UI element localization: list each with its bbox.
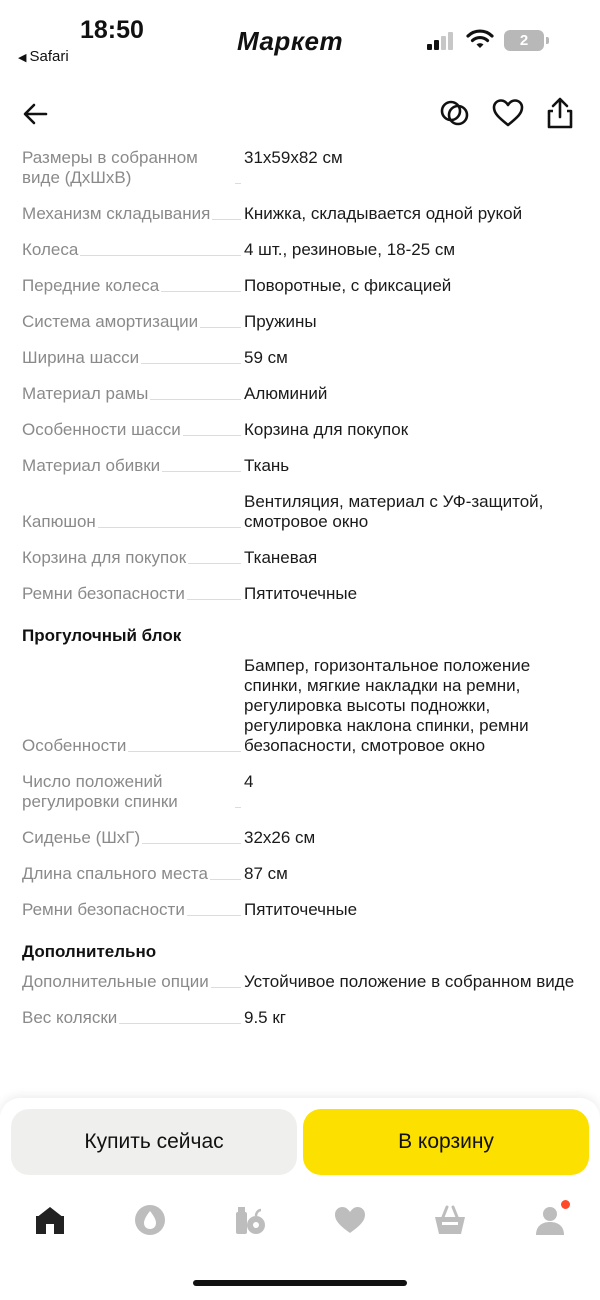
spec-value: Книжка, складывается одной рукой — [244, 204, 523, 223]
status-time: 18:50 — [80, 16, 144, 44]
back-to-app-link[interactable] — [18, 48, 69, 65]
leader-line — [235, 183, 241, 184]
spec-label: Ремни безопасности — [22, 584, 185, 603]
spec-row — [22, 972, 578, 992]
leader-line — [210, 879, 241, 880]
leader-line — [119, 1023, 241, 1024]
section-title-stroll: Прогулочный блок — [22, 626, 182, 645]
extra-specs — [22, 972, 578, 1028]
spec-label: Механизм складывания — [22, 204, 211, 223]
spec-label: Особенности шасси — [22, 420, 181, 439]
leader-line — [80, 255, 241, 256]
spec-label-wrap — [22, 772, 244, 812]
add-to-cart-button[interactable]: В корзину — [303, 1109, 589, 1175]
spec-value: Пятиточечные — [244, 900, 358, 919]
back-app-label: Safari — [29, 48, 69, 65]
tab-home[interactable] — [28, 1198, 72, 1242]
leader-line — [183, 435, 241, 436]
leader-line — [200, 327, 241, 328]
spec-label: Ремни безопасности — [22, 900, 185, 919]
share-icon[interactable] — [543, 96, 577, 130]
spec-value: 9.5 кг — [244, 1008, 286, 1027]
leader-line — [141, 363, 241, 364]
leader-line — [187, 915, 241, 916]
battery-indicator: 2 — [504, 30, 544, 51]
spec-value: Пружины — [244, 312, 317, 331]
spec-row — [22, 548, 578, 568]
spec-value: Бампер, горизонтальное положение спинки, мягкие накладки на ремни, регулировка высоты подножки, регулировка наклона спинки, ремни безопасности, смотровое окно — [244, 656, 531, 755]
spec-value: Поворотные, с фиксацией — [244, 276, 452, 295]
spec-row — [22, 420, 578, 440]
back-triangle-icon: ◀ — [18, 52, 27, 64]
heart-icon — [332, 1202, 368, 1238]
bottom-panel — [0, 1098, 600, 1300]
buy-now-button[interactable]: Купить сейчас — [11, 1109, 297, 1175]
section-title-extra: Дополнительно — [22, 942, 157, 961]
leader-line — [161, 291, 241, 292]
leader-line — [128, 751, 241, 752]
back-arrow-icon[interactable] — [20, 98, 52, 130]
notification-badge — [559, 1198, 572, 1211]
leader-line — [98, 527, 241, 528]
spec-row — [22, 312, 578, 332]
spec-row — [22, 384, 578, 404]
spec-value: Корзина для покупок — [244, 420, 409, 439]
spec-label-wrap — [22, 492, 244, 532]
spec-row — [22, 240, 578, 260]
signal-icon — [427, 32, 457, 50]
spec-label-wrap — [22, 312, 244, 332]
tab-products[interactable] — [228, 1198, 272, 1242]
spec-value: Вентиляция, материал с УФ-защитой, смотровое окно — [244, 492, 544, 531]
general-specs — [22, 148, 578, 604]
spec-label: Вес коляски — [22, 1008, 118, 1027]
spec-row — [22, 348, 578, 368]
spec-label-wrap — [22, 864, 244, 884]
spec-value: Ткань — [244, 456, 290, 475]
spec-row — [22, 456, 578, 476]
spec-row — [22, 772, 578, 812]
spec-label: Передние колеса — [22, 276, 160, 295]
spec-row — [22, 900, 578, 920]
stroll-specs — [22, 656, 578, 920]
spec-row — [22, 656, 578, 756]
spec-label-wrap — [22, 972, 244, 992]
spec-label: Колеса — [22, 240, 79, 259]
spec-label: Корзина для покупок — [22, 548, 187, 567]
spec-value: 4 — [244, 772, 254, 791]
leader-line — [142, 843, 241, 844]
spec-value: 32x26 см — [244, 828, 316, 847]
compare-icon[interactable] — [438, 96, 472, 130]
assistant-icon — [132, 1202, 168, 1238]
cart-icon — [432, 1202, 468, 1238]
leader-line — [212, 219, 241, 220]
spec-row — [22, 584, 578, 604]
spec-label-wrap — [22, 420, 244, 440]
spec-label: Сиденье (ШхГ) — [22, 828, 141, 847]
spec-label: Материал рамы — [22, 384, 149, 403]
spec-label: Число положений регулировки спинки — [22, 772, 178, 811]
tab-cart[interactable] — [428, 1198, 472, 1242]
spec-label-wrap — [22, 1008, 244, 1028]
leader-line — [162, 471, 241, 472]
spec-value: 87 см — [244, 864, 288, 883]
top-navigation — [0, 92, 600, 136]
leader-line — [187, 599, 241, 600]
status-bar — [0, 0, 600, 80]
leader-line — [235, 807, 241, 808]
spec-label-wrap — [22, 276, 244, 296]
wifi-icon — [466, 28, 494, 50]
spec-label: Материал обивки — [22, 456, 161, 475]
spec-label-wrap — [22, 584, 244, 604]
favorite-heart-icon[interactable] — [491, 96, 525, 130]
home-indicator — [193, 1280, 407, 1286]
tab-profile[interactable] — [528, 1198, 572, 1242]
specifications-list — [22, 148, 578, 1044]
spec-label-wrap — [22, 548, 244, 568]
spec-label-wrap — [22, 656, 244, 756]
spec-row — [22, 828, 578, 848]
spec-label-wrap — [22, 204, 244, 224]
spec-label: Система амортизации — [22, 312, 199, 331]
spec-row — [22, 148, 578, 188]
spec-label: Размеры в собранном виде (ДхШхВ) — [22, 148, 198, 187]
spec-label: Особенности — [22, 736, 127, 755]
spec-label: Капюшон — [22, 512, 96, 531]
spec-value: Алюминий — [244, 384, 328, 403]
leader-line — [150, 399, 241, 400]
spec-row — [22, 276, 578, 296]
brand-logo: Маркет — [237, 26, 344, 56]
spec-label-wrap — [22, 900, 244, 920]
spec-label: Длина спального места — [22, 864, 208, 883]
spec-value: 31x59x82 см — [244, 148, 343, 167]
tab-favorites[interactable] — [328, 1198, 372, 1242]
spec-value: 59 см — [244, 348, 288, 367]
spec-label-wrap — [22, 828, 244, 848]
leader-line — [211, 987, 241, 988]
spec-label-wrap — [22, 348, 244, 368]
spec-label-wrap — [22, 456, 244, 476]
spec-value: 4 шт., резиновые, 18-25 см — [244, 240, 456, 259]
tab-bar — [0, 1198, 600, 1242]
home-icon — [32, 1202, 68, 1238]
spec-label-wrap — [22, 384, 244, 404]
spec-label-wrap — [22, 240, 244, 260]
leader-line — [188, 563, 241, 564]
spec-value: Тканевая — [244, 548, 318, 567]
spec-row — [22, 492, 578, 532]
spec-row — [22, 1008, 578, 1028]
tab-assistant[interactable] — [128, 1198, 172, 1242]
spec-row — [22, 864, 578, 884]
spec-label: Дополнительные опции — [22, 972, 209, 991]
products-icon — [232, 1202, 268, 1238]
spec-label-wrap — [22, 148, 244, 188]
spec-label: Ширина шасси — [22, 348, 140, 367]
spec-value: Пятиточечные — [244, 584, 358, 603]
spec-row — [22, 204, 578, 224]
spec-value: Устойчивое положение в собранном виде — [244, 972, 575, 991]
